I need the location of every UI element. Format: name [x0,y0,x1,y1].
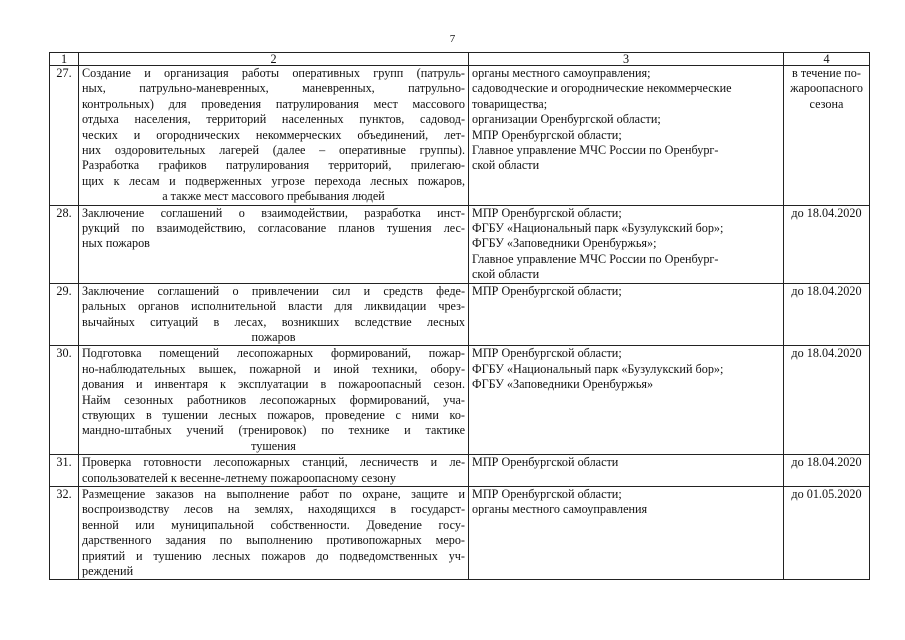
row-number: 31. [50,455,79,487]
executor-line: организации Оренбургской области; [472,112,661,127]
task-line: ствующих в тушении лесных пожаров, проведение с ними ко- [82,407,465,422]
executor-line: МПР Оренбургской области; [472,283,622,298]
deadline-cell [784,486,870,579]
task-line: них оздоровительных лагерей (далее – оперативные группы). [82,143,465,158]
table-row [50,283,870,346]
executor-line: МПР Оренбургской области; [472,127,622,142]
row-number: 30. [50,346,79,455]
executor-cell [469,66,784,206]
task-line: отдыха населения, территорий населенных пунктов, садовод- [82,112,465,127]
task-line: пожаров [251,329,296,344]
task-cell [79,455,469,487]
table-row [50,66,870,206]
task-cell [79,205,469,283]
executor-line: товарищества; [472,96,548,111]
deadline-cell [784,455,870,487]
column-header-3: 3 [469,53,784,66]
page-number: 7 [449,33,456,45]
task-line: Создание и организация работы оперативных групп (патруль- [82,66,465,80]
executor-line: Главное управление МЧС России по Оренбург- [472,143,719,158]
task-cell [79,346,469,455]
executor-line: ФГБУ «Национальный парк «Бузулукский бор»; [472,361,724,376]
row-number: 28. [50,205,79,283]
task-line: Заключение соглашений о привлечении сил и средств феде- [82,283,465,298]
executor-line: ФГБУ «Национальный парк «Бузулукский бор»; [472,221,724,236]
executor-cell [469,486,784,579]
executor-line: ской области [472,267,540,282]
task-line: но-наблюдательных вышек, пожарной и иной техники, обору- [82,361,465,376]
executor-line: ской области [472,158,540,173]
task-cell [79,66,469,206]
deadline-cell [784,66,870,206]
column-header-2: 2 [79,53,469,66]
executor-line: садоводческие и огороднические некоммерческие [472,81,732,96]
deadline-line: до 18.04.2020 [791,346,862,361]
task-line: дования и инвентаря к эксплуатации в пожароопасный сезон. [82,377,465,392]
task-line: Заключение соглашений о взаимодействии, разработка инст- [82,205,465,220]
task-line: ных пожаров [82,236,150,251]
executor-line: органы местного самоуправления [472,502,648,517]
task-line: дарственного задания по выполнению противопожарных меро- [82,533,465,548]
task-line: Размещение заказов на выполнение работ по охране, защите и [82,486,465,501]
task-line: рукций по взаимодействию, согласование планов тушения лес- [82,221,465,236]
task-line: ных, патрульно-маневренных, маневренных, патрульно- [82,81,465,96]
deadline-cell [784,283,870,346]
deadline-line: до 18.04.2020 [791,205,862,220]
table-header-row [50,53,870,66]
executor-cell [469,455,784,487]
task-line: ческих и огороднических некоммерческих объединений, лет- [82,127,465,142]
task-line: вычайных ситуаций в лесах, возникших вследствие лесных [82,314,465,329]
executor-line: органы местного самоуправления; [472,66,651,80]
task-line: сопользователей к весенне-летнему пожароопасному сезону [82,470,396,485]
task-line: мандно-штабных учений (тренировок) по технике и тактике [82,423,465,438]
executor-line: Главное управление МЧС России по Оренбург- [472,251,719,266]
task-line: реждений [82,564,134,578]
task-line: щих к лесам и подверженных угрозе перехода лесных пожаров, [82,173,465,188]
executor-cell [469,346,784,455]
deadline-cell [784,205,870,283]
task-line: ральных органов исполнительной власти для ликвидации чрез- [82,299,465,314]
task-line: Подготовка помещений лесопожарных формирований, пожар- [82,346,465,361]
task-line: приятий и тушению лесных пожаров до подведомственных уч- [82,548,465,563]
executor-cell [469,205,784,283]
task-line: Разработка графиков патрулирования территорий, прилегаю- [82,158,465,173]
task-line: а также мест массового пребывания людей [162,189,385,204]
column-header-4: 4 [784,53,870,66]
table-row [50,205,870,283]
executor-line: МПР Оренбургской области; [472,486,622,501]
column-header-1: 1 [50,53,79,66]
executor-line: ФГБУ «Заповедники Оренбуржья» [472,377,654,392]
row-number: 32. [50,486,79,579]
executor-line: МПР Оренбургской области; [472,346,622,361]
deadline-line: до 18.04.2020 [791,283,862,298]
table-row [50,455,870,487]
task-line: венной или муниципальной собственности. Доведение госу- [82,517,465,532]
task-cell [79,486,469,579]
executor-line: МПР Оренбургской области; [472,205,622,220]
deadline-line: до 18.04.2020 [791,455,862,470]
deadline-cell [784,346,870,455]
task-line: воспроизводству лесов на землях, находящихся в государст- [82,502,465,517]
task-line: Проверка готовности лесопожарных станций, лесничеств и ле- [82,455,465,470]
measures-table [49,52,870,580]
task-cell [79,283,469,346]
task-line: Найм сезонных работников лесопожарных формирований, уча- [82,392,465,407]
deadline-line: сезона [809,96,844,111]
row-number: 27. [50,66,79,206]
executor-line: МПР Оренбургской области [472,455,619,470]
table-row [50,346,870,455]
deadline-line: жароопасного [790,81,863,96]
task-line: тушения [251,438,296,453]
task-line: контрольных) для проведения патрулирования мест массового [82,96,465,111]
executor-cell [469,283,784,346]
row-number: 29. [50,283,79,346]
table-row [50,486,870,579]
deadline-line: до 01.05.2020 [791,486,862,501]
deadline-line: в течение по- [792,66,861,80]
executor-line: ФГБУ «Заповедники Оренбуржья»; [472,236,657,251]
